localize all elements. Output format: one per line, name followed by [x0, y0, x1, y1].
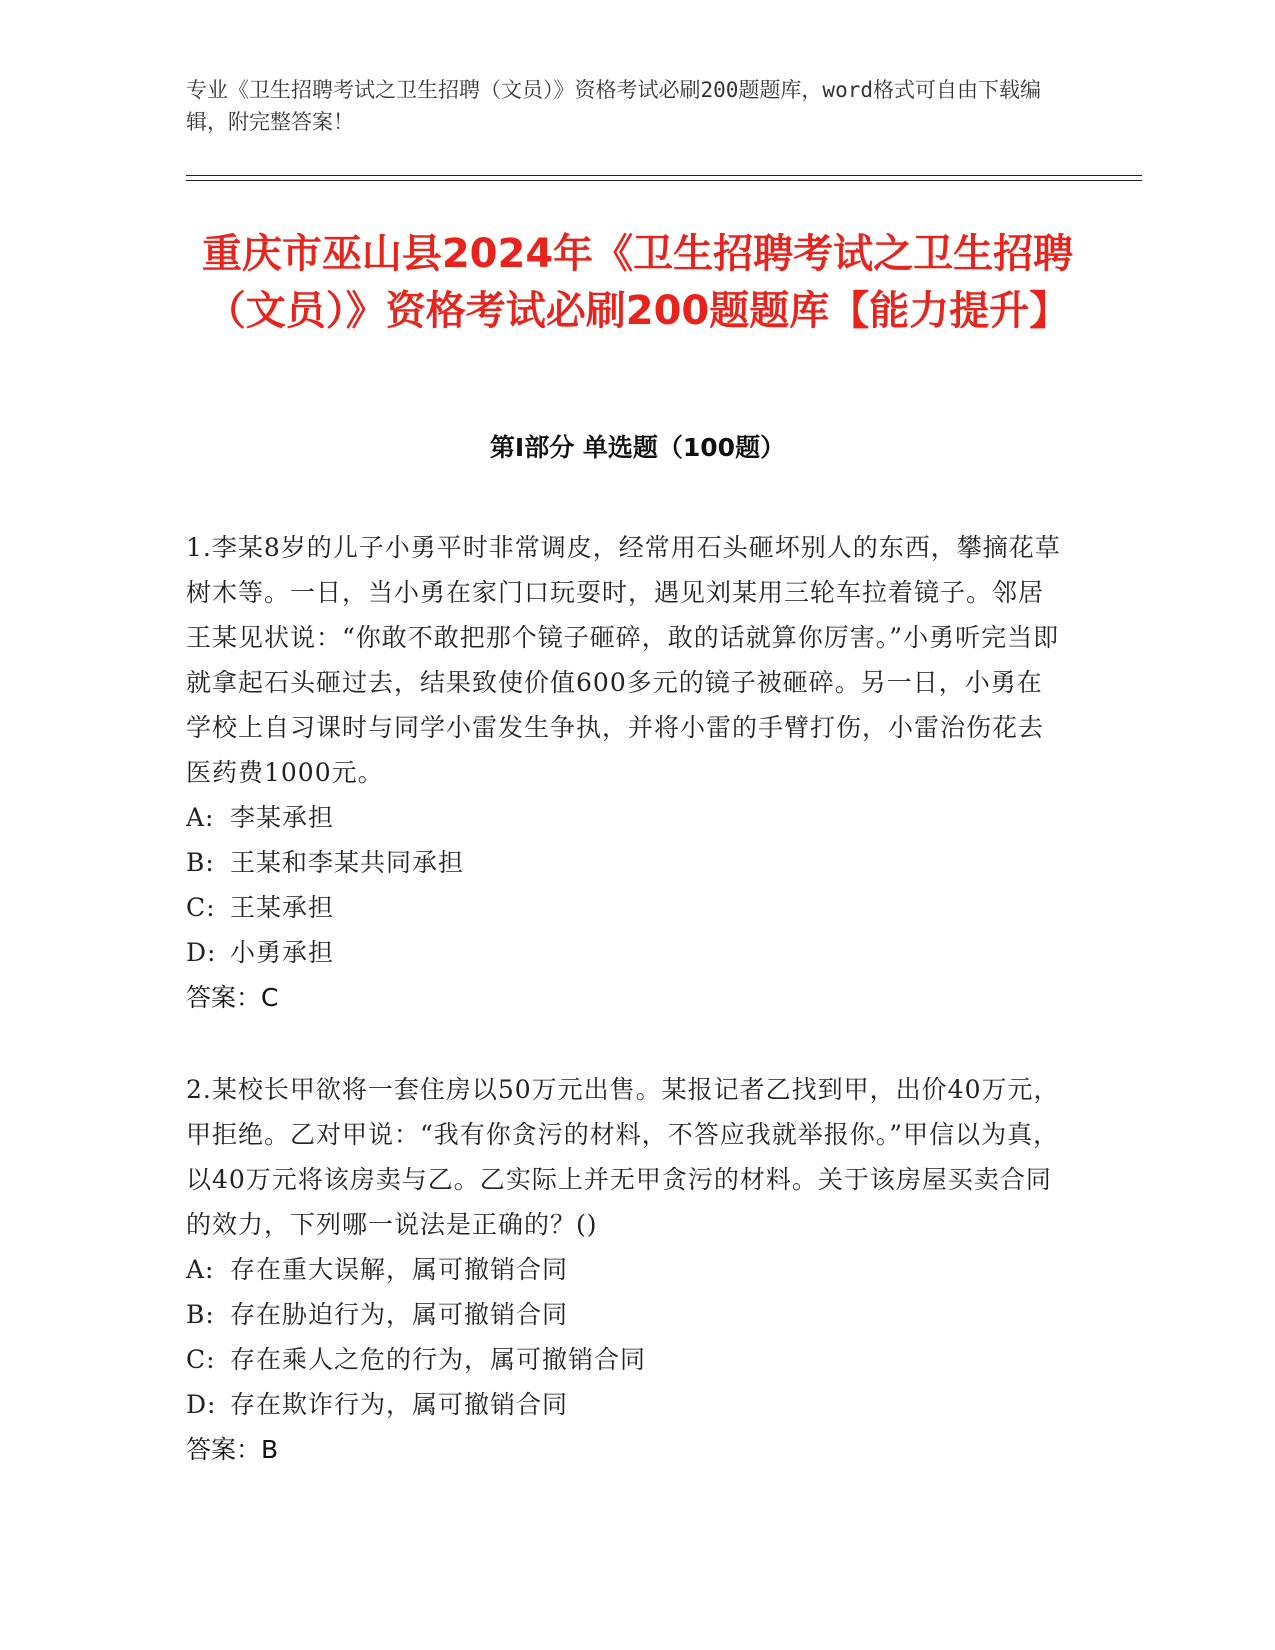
- document-title: 重庆市巫山县2024年《卫生招聘考试之卫生招聘（文员）》资格考试必刷200题题库【能力提升】: [201, 231, 1074, 334]
- section-title: 第Ⅰ部分 单选题（100题）: [489, 433, 786, 462]
- option-label: D:: [186, 1390, 217, 1419]
- answer-line: 答案：C: [186, 983, 279, 1012]
- option-text: 王某和李某共同承担: [230, 848, 465, 877]
- option-label: A:: [186, 803, 215, 832]
- option-a: [186, 795, 1066, 840]
- option-text: 存在乘人之危的行为，属可撤销合同: [230, 1345, 647, 1374]
- option-text: 存在欺诈行为，属可撤销合同: [230, 1390, 569, 1419]
- option-d: [186, 930, 1066, 975]
- option-label: B:: [186, 848, 215, 877]
- option-text: 存在重大误解，属可撤销合同: [230, 1255, 569, 1284]
- question-2: [186, 1067, 1066, 1472]
- header-divider-top: [186, 175, 1142, 176]
- option-text: 李某承担: [230, 803, 335, 832]
- question-stem: 2.某校长甲欲将一套住房以50万元出售。某报记者乙找到甲，出价40万元，甲拒绝。乙对甲说：“我有你贪污的材料，不答应我就举报你。”甲信以为真，以40万元将该房卖与乙。乙实际上并无甲贪污的材料。关于该房屋买卖合同的效力，下列哪一说法是正确的？(): [186, 1075, 1060, 1239]
- question-stem: 1.李某8岁的儿子小勇平时非常调皮，经常用石头砸坏别人的东西，攀摘花草树木等。一日，当小勇在家门口玩耍时，遇见刘某用三轮车拉着镜子。邻居王某见状说：“你敢不敢把那个镜子砸碎，敢的话就算你厉害。”小勇听完当即就拿起石头砸过去，结果致使价值600多元的镜子被砸碎。另一日，小勇在学校上自习课时与同学小雷发生争执，并将小雷的手臂打伤，小雷治伤花去医药费1000元。: [186, 533, 1061, 787]
- option-c: [186, 885, 1066, 930]
- option-b: [186, 840, 1066, 885]
- option-d: [186, 1382, 1066, 1427]
- option-text: 小勇承担: [230, 938, 335, 967]
- answer-line: 答案：B: [186, 1435, 279, 1464]
- option-label: B:: [186, 1300, 215, 1329]
- header-divider-bottom: [186, 180, 1142, 181]
- option-a: [186, 1247, 1066, 1292]
- option-label: C:: [186, 893, 216, 922]
- option-b: [186, 1292, 1066, 1337]
- option-text: 存在胁迫行为，属可撤销合同: [230, 1300, 569, 1329]
- option-text: 王某承担: [230, 893, 335, 922]
- option-label: C:: [186, 1345, 216, 1374]
- question-1: [186, 525, 1066, 1020]
- header-note: 专业《卫生招聘考试之卫生招聘（文员）》资格考试必刷200题题库，word格式可自由下载编辑，附完整答案！: [186, 78, 1041, 134]
- option-c: [186, 1337, 1066, 1382]
- option-label: D:: [186, 938, 217, 967]
- option-label: A:: [186, 1255, 215, 1284]
